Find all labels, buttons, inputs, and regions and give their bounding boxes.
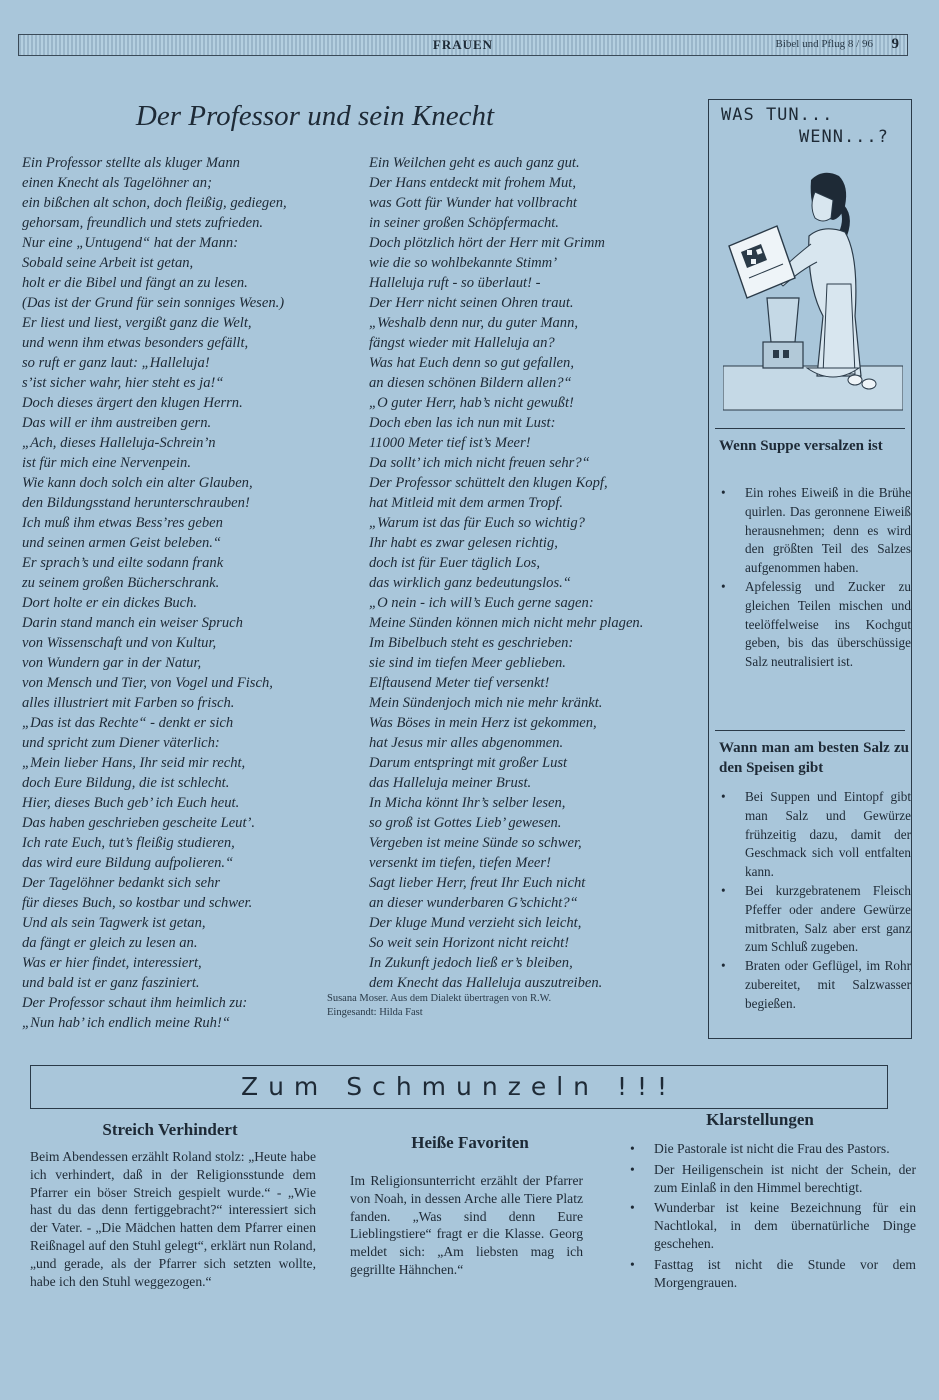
poem-line: ein bißchen alt schon, doch fleißig, gediegen, [22, 195, 287, 211]
poem-line: Ich muß ihm etwas Bess’res geben [22, 515, 223, 531]
poem-line: und seinen armen Geist beleben.“ [22, 535, 222, 551]
poem-line: so ruft er ganz laut: „Halleluja! [22, 355, 210, 371]
tips-sidebar [708, 99, 912, 1039]
clarification-item: • Wunderbar ist keine Bezeichnung für ein Nachtlokal, in dem übernatürliche Dinge geschehen. [628, 1199, 916, 1252]
poem-line: hat Jesus mir alles abgenommen. [369, 735, 564, 751]
tip-heading-salty-soup: Wenn Suppe versalzen ist [719, 438, 883, 454]
poem-line: dem Knecht das Halleluja auszutreiben. [369, 975, 603, 991]
poem-line: Der Professor schüttelt den klugen Kopf, [369, 475, 608, 491]
poem-line: holt er die Bibel und fängt an zu lesen. [22, 275, 248, 291]
poem-line: „O guter Herr, hab’s nicht gewußt! [369, 395, 574, 411]
poem-line: Doch dieses ärgert den klugen Herrn. [22, 395, 243, 411]
poem-line: und wenn ihm etwas besonders gefällt, [22, 335, 249, 351]
tip-item: • Bei Suppen und Eintopf gibt man Salz und Gewürze frühzeitig dazu, damit der Geschmack sich voll entfalten kann. [719, 788, 911, 882]
joke-title-klarstellungen: Klarstellungen [706, 1110, 814, 1129]
clarification-item: • Der Heiligenschein ist nicht der Schein, der zum Einlaß in den Himmel berechtigt. [628, 1161, 916, 1197]
poem-line: „O nein - ich will’s Euch gerne sagen: [369, 595, 594, 611]
humor-banner-title: Zum Schmunzeln !!! [240, 1072, 678, 1101]
poem-line: ist für mich eine Nervenpein. [22, 455, 192, 471]
poem-line: Wie kann doch solch ein alter Glauben, [22, 475, 253, 491]
section-label: FRAUEN [432, 37, 494, 52]
header-bar [18, 34, 908, 56]
sidebar-divider [715, 730, 905, 731]
joke-title-favoriten: Heiße Favoriten [411, 1133, 529, 1152]
poem-line: Ein Weilchen geht es auch ganz gut. [369, 155, 580, 171]
tips-title-line1: WAS TUN... [721, 105, 834, 125]
poem-line: Der Professor schaut ihm heimlich zu: [22, 995, 248, 1011]
poem-line: So weit sein Horizont nicht reicht! [369, 935, 570, 951]
poem-line: und spricht zum Diener väterlich: [22, 735, 220, 751]
clarifications-list [628, 1140, 916, 1294]
poem-line: „Warum ist das für Euch so wichtig? [369, 515, 585, 531]
cooking-woman-illustration [723, 166, 903, 416]
tip-item: • Braten oder Geflügel, im Rohr zubereitet, mit Salzwasser begießen. [719, 957, 911, 1013]
poem-line: (Das ist der Grund für sein sonniges Wesen.) [22, 295, 285, 311]
tip-list-salty-soup [719, 484, 911, 672]
tip-heading-salt-timing: Wann man am besten Salz zu den Speisen gibt [719, 740, 909, 776]
joke-title-streich: Streich Verhindert [102, 1120, 238, 1139]
poem-line: Da sollt’ ich mich nicht freuen sehr?“ [369, 455, 590, 471]
poem-line: an diesen schönen Bildern allen?“ [369, 375, 572, 391]
poem-line: und bald ist er ganz fasziniert. [22, 975, 200, 991]
poem-line: hat Mitleid mit dem armen Tropf. [369, 495, 564, 511]
poem-line: doch Eure Bildung, die ist schlecht. [22, 775, 230, 791]
tip-item: • Apfelessig und Zucker zu gleichen Teilen mischen und teelöffelweise ins Kochgut geben, bis das überschüssige Salz neutralisiert ist. [719, 578, 911, 672]
poem-line: da fängt er gleich zu lesen an. [22, 935, 198, 951]
sidebar-divider [715, 428, 905, 429]
poem-line: das wirklich ganz bedeutungslos.“ [369, 575, 571, 591]
poem-line: „Ach, dieses Halleluja-Schrein’n [22, 435, 216, 451]
poem-line: Der kluge Mund verzieht sich leicht, [369, 915, 582, 931]
poem-line: Der Tagelöhner bedankt sich sehr [22, 875, 221, 891]
poem-credit-sender: Eingesandt: Hilda Fast [327, 1007, 423, 1018]
poem-line: Nur eine „Untugend“ hat der Mann: [22, 235, 239, 251]
poem-line: doch ist für Euer täglich Los, [369, 555, 541, 571]
poem-line: von Wissenschaft und von Kultur, [22, 635, 217, 651]
poem-line: Hier, dieses Buch geb’ ich Euch heut. [22, 795, 240, 811]
poem-line: Sobald seine Arbeit ist getan, [22, 255, 194, 271]
poem-line: In Micha könnt Ihr’s selber lesen, [369, 795, 566, 811]
poem-line: Darum entspringt mit großer Lust [369, 755, 568, 771]
poem-line: Sagt lieber Herr, freut Ihr Euch nicht [369, 875, 586, 891]
poem-line: den Bildungsstand herunterschrauben! [22, 495, 250, 511]
poem-line: versenkt im tiefen, tiefen Meer! [369, 855, 551, 871]
poem-line: „Nun hab’ ich endlich meine Ruh!“ [22, 1015, 230, 1031]
poem-line: Der Hans entdeckt mit frohem Mut, [369, 175, 576, 191]
poem-right-column [369, 153, 709, 993]
poem-line: Ich rate Euch, tut’s fleißig studieren, [22, 835, 235, 851]
poem-line: in seiner großen Schöpfermacht. [369, 215, 559, 231]
tip-item: • Ein rohes Eiweiß in die Brühe quirlen. Das geronnene Eiweiß herausnehmen; denn es wird den größten Teil des Salzes aufgenommen haben. [719, 484, 911, 578]
poem-line: In Zukunft jedoch ließ er’s bleiben, [369, 955, 573, 971]
tip-item: • Bei kurzgebratenem Fleisch Pfeffer oder andere Gewürze mitbraten, Salz aber erst ganz zum Schluß zugeben. [719, 882, 911, 957]
poem-line: wie die so wohlbekannte Stimm’ [369, 255, 558, 271]
clarification-item: • Fasttag ist nicht die Stunde vor dem Morgengrauen. [628, 1256, 916, 1292]
poem-line: Doch eben las ich nun mit Lust: [369, 415, 556, 431]
poem-line: Doch plötzlich hört der Herr mit Grimm [369, 235, 605, 251]
poem-line: für dieses Buch, so kostbar und schwer. [22, 895, 253, 911]
poem-line: Das haben geschrieben gescheite Leut’. [22, 815, 256, 831]
poem-line: Meine Sünden können mich nicht mehr plagen. [369, 615, 644, 631]
poem-line: Ein Professor stellte als kluger Mann [22, 155, 240, 171]
poem-left-column [22, 153, 352, 1033]
poem-line: was Gott für Wunder hat vollbracht [369, 195, 577, 211]
poem-line: Er liest und liest, vergißt ganz die Welt, [22, 315, 252, 331]
joke-text-streich: Beim Abendessen erzählt Roland stolz: „Heute habe ich verhindert, daß in der Religionsstunde dem Pfarrer ein böser Streich gespielt wurde.“ - „Wie hast du das denn fertiggebracht?“ interessiert sich der Vater. - „Die Mädchen hatten dem Pfarrer einen Reißnagel auf den Stuhl gelegt“, erklärt nun Roland, „und gerade, als der Pfarrer sich setzten wollte, habe ich den Stuhl weggezogen.“ [30, 1149, 316, 1289]
poem-title: Der Professor und sein Knecht [135, 100, 495, 132]
poem-line: Das will er ihm austreiben gern. [22, 415, 212, 431]
poem-line: Was Böses in mein Herz ist gekommen, [369, 715, 597, 731]
clarification-item: • Die Pastorale ist nicht die Frau des Pastors. [628, 1140, 916, 1158]
poem-line: von Wundern gar in der Natur, [22, 655, 202, 671]
poem-line: alles illustriert mit Farben so frisch. [22, 695, 235, 711]
poem-line: „Das ist das Rechte“ - denkt er sich [22, 715, 234, 731]
poem-line: Elftausend Meter tief versenkt! [369, 675, 550, 691]
poem-line: Im Bibelbuch steht es geschrieben: [369, 635, 574, 651]
poem-line: das Halleluja meiner Brust. [369, 775, 532, 791]
poem-line: fängst wieder mit Halleluja an? [369, 335, 555, 351]
poem-line: „Weshalb denn nur, du guter Mann, [369, 315, 579, 331]
poem-line: s’ist sicher wahr, hier steht es ja!“ [22, 375, 224, 391]
poem-credit [327, 992, 667, 1020]
poem-line: das wird eure Bildung aufpolieren.“ [22, 855, 234, 871]
poem-line: Ihr habt es zwar gelesen richtig, [369, 535, 558, 551]
poem-line: von Mensch und Tier, von Vogel und Fisch, [22, 675, 273, 691]
joke-text-favoriten: Im Religionsunterricht erzählt der Pfarrer von Noah, in dessen Arche alle Tiere Platz fanden. „Was sind denn Eure Lieblingstiere“ fragt er die Klasse. Georg meldet sich: „Am liebsten mag ich gegrillte Hähnchen.“ [350, 1173, 583, 1277]
poem-line: Was er hier findet, interessiert, [22, 955, 202, 971]
issue-info: Bibel und Pflug 8 / 96 [775, 38, 873, 50]
poem-line: Vergeben ist meine Sünde so schwer, [369, 835, 582, 851]
poem-line: sie sind im tiefen Meer geblieben. [369, 655, 566, 671]
page-number: 9 [891, 36, 899, 52]
tips-title [721, 104, 901, 160]
poem-line: Mein Sündenjoch mich nie mehr kränkt. [369, 695, 603, 711]
poem-line: zu seinem großen Bücherschrank. [22, 575, 220, 591]
poem-line: Darin stand manch ein weiser Spruch [22, 615, 243, 631]
poem-line: an dieser wunderbaren G’schicht?“ [369, 895, 578, 911]
poem-line: gehorsam, freundlich und stets zufrieden. [22, 215, 264, 231]
humor-banner [30, 1065, 888, 1109]
poem-line: so groß ist Gottes Lieb’ gewesen. [369, 815, 562, 831]
poem-line: einen Knecht als Tagelöhner an; [22, 175, 212, 191]
tip-list-salt-timing [719, 788, 911, 1014]
tips-title-line2: WENN...? [799, 127, 889, 147]
poem-line: Dort holte er ein dickes Buch. [22, 595, 198, 611]
poem-line: Und als sein Tagwerk ist getan, [22, 915, 206, 931]
poem-line: „Mein lieber Hans, Ihr seid mir recht, [22, 755, 246, 771]
poem-line: Was hat Euch denn so gut gefallen, [369, 355, 574, 371]
poem-line: 11000 Meter tief ist’s Meer! [369, 435, 531, 451]
poem-credit-author: Susana Moser. Aus dem Dialekt übertragen von R.W. [327, 993, 552, 1004]
poem-line: Der Herr nicht seinen Ohren traut. [369, 295, 574, 311]
poem-line: Er sprach’s und eilte sodann frank [22, 555, 224, 571]
poem-line: Halleluja ruft - so überlaut! - [369, 275, 541, 291]
